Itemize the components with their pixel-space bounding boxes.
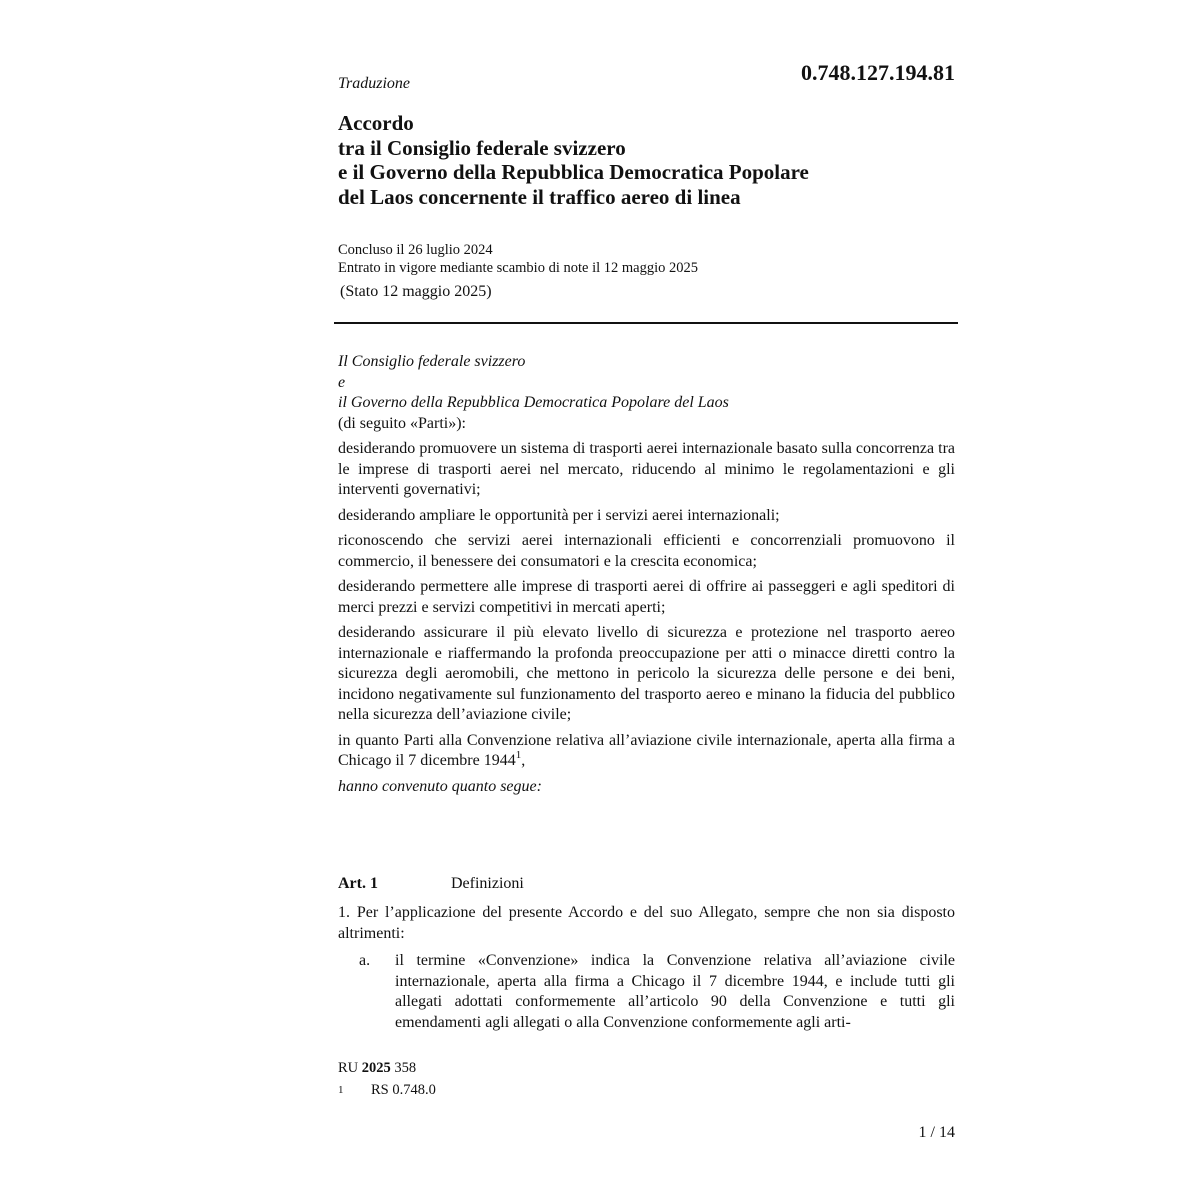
ru-page: 358 [394,1060,417,1076]
page-number: 1 / 14 [918,1124,955,1141]
party-1: Il Consiglio federale svizzero [338,353,526,370]
article-heading [338,875,524,893]
concluded-date: Concluso il 26 luglio 2024 [338,242,493,258]
hereafter-note: (di seguito «Parti»): [338,414,466,432]
ru-prefix: RU [338,1060,359,1076]
ru-year: 2025 [361,1060,391,1076]
status-date: (Stato 12 maggio 2025) [340,283,492,300]
title-line: tra il Consiglio federale svizzero [338,135,626,160]
party-2: il Governo della Repubblica Democratica Popolare del Laos [338,394,729,411]
document-title [338,111,958,209]
header-divider [334,322,958,324]
preamble-paragraph: desiderando assicurare il più elevato livello di sicurezza e protezione nel trasporto aereo internazionale e riaffermando la profonda preoccupazione per atti o minacce diretti contro la sicurezza degli aeromobili, che mettono in pericolo la sicurezza delle persone e dei beni, incidono negativamente sul funzionamento del trasporto aereo e minano la fiducia del pubblico nella sicurezza dell’aviazione civile; [338,624,955,723]
preamble-paragraph: desiderando ampliare le opportunità per i servizi aerei internazionali; [338,506,780,524]
title-line: Accordo [338,111,414,135]
document-meta [338,242,958,277]
preamble-closing: hanno convenuto quanto segue: [338,777,542,795]
punctuation: , [521,752,526,769]
footnote-prefix: RS [371,1082,389,1098]
preamble-paragraph [338,731,955,772]
footnote [338,1080,436,1100]
article-paragraph: 1. Per l’applicazione del presente Accordo e del suo Allegato, sempre che non sia disposto altrimenti: [338,904,955,942]
footnote-link[interactable]: 0.748.0 [392,1082,436,1098]
title-line: del Laos concernente il traffico aereo di linea [338,184,741,209]
preamble-text: in quanto Parti alla Convenzione relativa all’aviazione civile internazionale, aperta alla firma a Chicago il 7 dicembre 1944 [338,731,955,769]
title-line: e il Governo della Repubblica Democratica Popolare [338,160,809,184]
preamble-paragraph: desiderando promuovere un sistema di trasporti aerei internazionale basato sulla concorrenza tra le imprese di trasporti aerei nel mercato, riducendo al minimo le regolamentazioni e gli interventi governativi; [338,440,955,498]
item-letter: a. [359,952,371,969]
article-number: Art. 1 [338,875,378,892]
item-text: il termine «Convenzione» indica la Convenzione relativa all’aviazione civile internazionale, aperta alla firma a Chicago il 7 dicembre 1944, e include tutti gli allegati adottati conformemente all’articolo 90 della Convenzione e tutti gli emendamenti agli allegati o alla Convenzione conformemente agli arti- [395,952,955,1031]
preamble-paragraph: desiderando permettere alle imprese di trasporti aerei di offrire ai passeggeri e agli speditori di merci prezzi e servizi competitivi in mercati aperti; [338,578,955,616]
sr-number: 0.748.127.194.81 [801,60,955,85]
footnote-mark: 1 [338,1084,344,1096]
in-force-date: Entrato in vigore mediante scambio di note il 12 maggio 2025 [338,259,699,276]
official-compilation-ref [338,1058,416,1078]
conjunction: e [338,373,346,391]
article-title: Definizioni [451,875,524,892]
preamble [338,352,955,802]
translation-label: Traduzione [338,75,411,92]
footnote-reference[interactable]: 1 [515,749,522,761]
preamble-paragraph: riconoscendo che servizi aerei internazionali efficienti e concorrenziali promuovono il commercio, il benessere dei consumatori e la crescita economica; [338,532,955,570]
definition-item [338,951,955,1033]
